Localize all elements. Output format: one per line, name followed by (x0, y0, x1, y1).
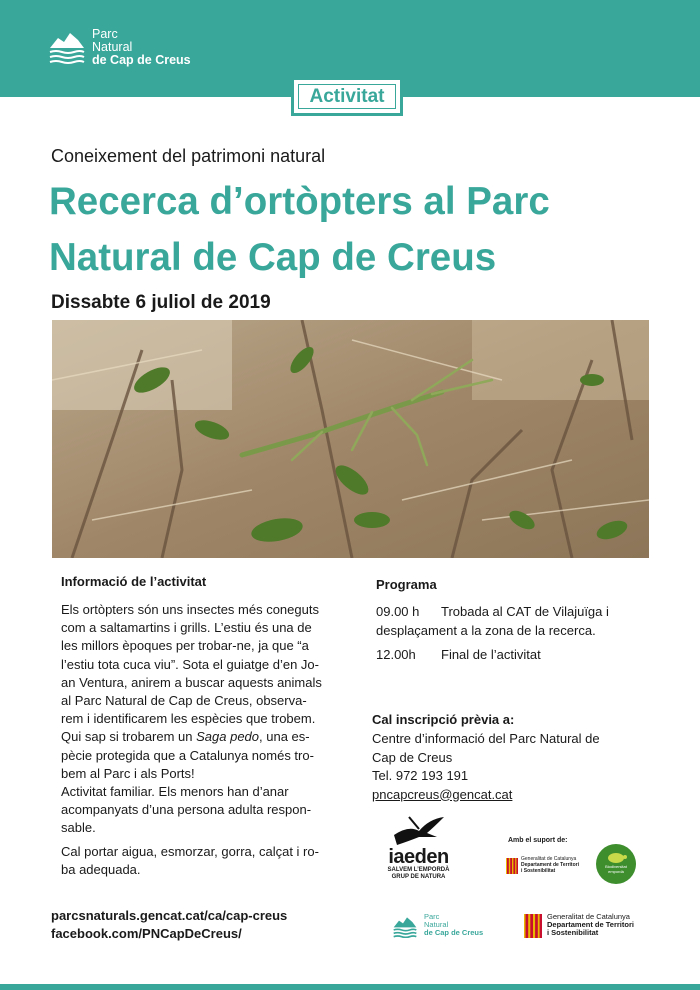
footer-bar (0, 984, 700, 990)
programa-item: 09.00 h Trobada al CAT de Vilajuïga i (376, 604, 609, 619)
parc-natural-logo-icon (392, 914, 418, 938)
biodiversitat-logo: Biodiversitat empordà (596, 844, 636, 884)
info-heading: Informació de l’activitat (61, 574, 207, 589)
bird-icon (389, 815, 449, 847)
page-title: Recerca d’ortòpters al Parc Natural de Cap de Creus (49, 180, 550, 279)
species-name: Saga pedo (196, 729, 260, 745)
subtitle: Coneixement del patrimoni natural (51, 146, 326, 166)
senyera-icon (524, 914, 542, 938)
facebook-link[interactable]: facebook.com/PNCapDeCreus/ (51, 926, 242, 941)
footer-links (51, 907, 287, 943)
programa-item: 12.00h Final de l’activitat (376, 647, 541, 662)
website-link[interactable]: parcsnaturals.gencat.cat/ca/cap-creus (51, 908, 288, 923)
gencat-logo-small: Generalitat de Catalunya Departament de Territori i Sostenibilitat (506, 856, 596, 878)
phone-number: Tel. 972 193 191 (372, 768, 469, 783)
event-date: Dissabte 6 juliol de 2019 (51, 292, 271, 313)
info-text: Els ortòpters són uns insectes més coneguts com a saltamartins i grills. L’estiu és una de les millors èpoques per trobar-ne, ja que “a l’estiu tota cuca viu”. Sota el guiatge d’en Jo- an Ventura, anirem a buscar aquests animals al Parc Natural de Cap de Creus, observa- rem i identificarem les espècies que trobem. Qui sap si trobarem un Saga pedo, una es- pècie protegida que a Catalunya només tro- bem al Parc i als Ports! Activitat familiar. Els menors han d’anar acompanyats d’una persona adulta respon- sable. (61, 602, 322, 836)
parc-natural-logo-icon (48, 28, 86, 64)
parc-natural-logo-text: Parc Natural de Cap de Creus (92, 27, 191, 67)
suport-label: Amb el suport de: (508, 837, 568, 844)
parc-natural-logo-small: Parc Natural de Cap de Creus (392, 912, 512, 940)
programa-item-cont: desplaçament a la zona de la recerca. (376, 623, 596, 638)
senyera-icon (506, 858, 518, 874)
inscripcio-heading: Cal inscripció prèvia a: (372, 712, 515, 727)
info-extra: Cal portar aigua, esmorzar, gorra, calçat i ro- ba adequada. (61, 844, 319, 878)
turtle-icon (605, 850, 627, 864)
gencat-logo: Generalitat de Catalunya Departament de Territori i Sostenibilitat (524, 912, 664, 940)
grasshopper-photo (52, 320, 649, 558)
activitat-tag (291, 77, 403, 116)
activitat-tag-label: Activitat (298, 84, 396, 109)
inscripcio-text: Centre d’informació del Parc Natural de Cap de Creus Tel. 972 193 191 pncapcreus@gencat.cat (372, 730, 662, 804)
iaeden-logo: iaeden SALVEM L’EMPORDÀ GRUP DE NATURA (381, 815, 456, 885)
email-link[interactable]: pncapcreus@gencat.cat (372, 786, 513, 802)
programa-heading: Programa (376, 577, 437, 592)
